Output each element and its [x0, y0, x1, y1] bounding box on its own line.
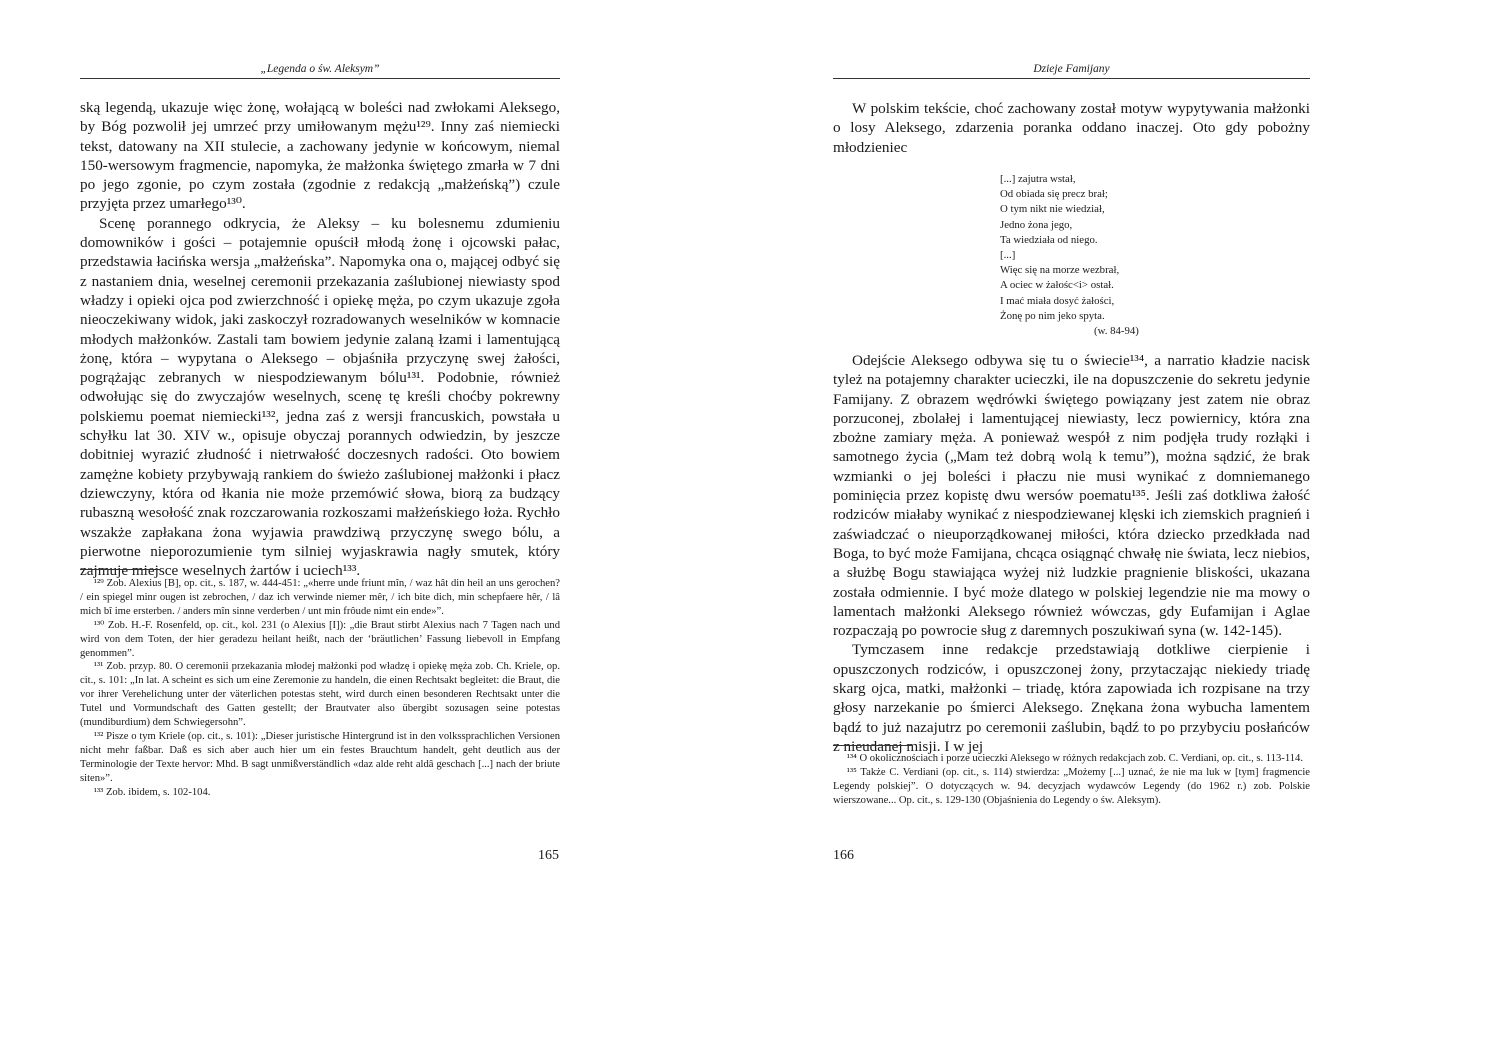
verse-line: [...]: [1000, 249, 1016, 262]
paragraph: Tymczasem inne redakcje przedstawiają dotkliwe cierpienie i opuszczonych rodziców, i opuszczonej żony, przytaczając niekiedy triadę skarg ojca, matki, małżonki – triadę, która zapowiada ich rozpisane na trzy głosy narzekanie po śmierci Aleksego. Znękana żona wybucha lamentem bądź to już nazajutrz po ceremonii zaślubin, bądź to po przybyciu posłańców z nieudanej misji. I w jej: [833, 641, 1310, 755]
verse-line: [...] zajutra wstał,: [1000, 173, 1076, 185]
footnote: ¹³⁰ Zob. H.-F. Rosenfeld, op. cit., kol. 231 (o Alexius [I]): „die Braut stirbt Alexius nach 7 Tagen nach und wird von dem Toten, der hier geradezu heilant heißt, nach der ‘bräutlichen’ Fassung liebevoll in Empfang genommen”.: [80, 619, 560, 659]
page-number: 165: [538, 848, 559, 863]
main-text: [833, 351, 1310, 756]
running-header: „Legenda o św. Aleksym”: [260, 63, 380, 75]
right-page: [750, 0, 1500, 1059]
footnote: ¹³⁵ Także C. Verdiani (op. cit., s. 114) stwierdza: „Możemy [...] uznać, że nie ma luk w [tym] fragmencie Legendy polskiej”. O dotyczących w. 94. decyzjach wydawców Legendy (do 1962 r.) zob. Polskie wierszowane... Op. cit., s. 129-130 (Objaśnienia do Legendy o św. Aleksym).: [833, 766, 1310, 806]
verse-reference: (w. 84-94): [1094, 325, 1139, 338]
footnote-rule: [80, 569, 160, 570]
footnotes: [80, 577, 560, 800]
verse-line: Od obiada się precz brał;: [1000, 188, 1108, 201]
footnote: ¹³⁴ O okolicznościach i porze ucieczki Aleksego w różnych redakcjach zob. C. Verdiani, op. cit., s. 113-114.: [846, 753, 1303, 764]
paragraph: Scenę porannego odkrycia, że Aleksy – ku bolesnemu zdumieniu domowników i gości – potajemnie opuścił młodą żonę i ojcowski pałac, przedstawia łacińska wersja „małżeńska”. Napomyka ona o, mającej odbyć się z nastaniem dnia, weselnej ceremonii przekazania zaślubionej niewiasty spod władzy i opieki ojca pod zwierzchność i opiekę męża, po czym ukazuje zgoła nieoczekiwany widok, jaki zaskoczył rozradowanych weselników w komnacie młodych małżonków. Zastali tam bowiem jedynie zalaną łzami i lamentującą żonę, która – wypytana o Aleksego – objaśniła przyczynę swej żałości, pogrążając zebranych w niespodziewanym bólu¹³¹. Podobnie, również odwołując się do zwyczajów weselnych, scenę tę kreśli choćby pokrewny polskiemu poemat niemiecki¹³², jedna zaś z wersji francuskich, powstała u schyłku lat 30. XIV w., opisuje obyczaj porannych odwiedzin, by jeszcze dobitniej wyrazić złudność i nietrwałość doczesnych radości. Oto bowiem zamężne kobiety przybywają rankiem do świeżo zaślubionej małżonki i płacz dziewczyny, która od łkania nie może przemówić słowa, biorą za budzący rubaszną wesołość znak rozczarowania rozkoszami małżeńskiego łoża. Rychło wszakże zapłakana żona wyjawia prawdziwą przyczynę swego bólu, a pierwotne nieporozumienie tym silniej wyjaskrawia nagły smutek, który zajmuje miejsce weselnych żartów i uciech¹³³.: [80, 214, 560, 580]
running-header: Dzieje Famijany: [1033, 63, 1110, 75]
intro-text: [833, 99, 1310, 157]
footnote-rule: [833, 745, 913, 746]
paragraph: W polskim tekście, choć zachowany został motyw wypytywania małżonki o losy Aleksego, zdarzenia poranka oddano inaczej. Oto gdy pobożny młodzieniec: [833, 100, 1310, 156]
footnote: ¹³² Pisze o tym Kriele (op. cit., s. 101): „Dieser juristische Hintergrund ist in den volkssprachlichen Versionen nicht mehr faßbar. Daß es sich aber auch hier um ein festes Brauchtum handelt, geht deutlich aus der Terminologie der Texte hervor: Mhd. B sagt unmißverständlich «daz alde reht aldâ geschach [...] nach der briute siten»”.: [80, 730, 560, 784]
footnote: ¹²⁹ Zob. Alexius [B], op. cit., s. 187, w. 444-451: „«herre unde friunt mîn, / waz hât din heil an uns gerochen? / ein spiegel minr ougen ist zebrochen, / daz ich verwinde niemer mêr, / ich bite dich, min schepfaere hêr, / lâ mich bî ime ersterben. / anders mîn sinne verderben / unt min frôude nimt ein ende»”.: [80, 578, 560, 617]
verse-line: Więc się na morze wezbrał,: [1000, 264, 1120, 277]
footnote: ¹³³ Zob. ibidem, s. 102-104.: [93, 786, 211, 798]
verse-line: A ociec w żałośc<i> ostał.: [1000, 279, 1114, 292]
paragraph: Odejście Aleksego odbywa się tu o świecie¹³⁴, a narratio kładzie nacisk tyleż na potajemny charakter ucieczki, ile na dopuszczenie do sekretu jedynie Famijany. Z obrazem wędrówki świętego powiązany jest zatem nie obraz porzuconej, zbolałej i lamentującej niewiasty, lecz powiernicy, która zna zbożne zamiary męża. A ponieważ wespół z nim podjęła trudy rozłąki i samotnego życia („Mam też dobrą wolą k temu”), można sądzić, że brak wzmianki o jej boleści i płaczu nie musi wynikać z domniemanego pominięcia przez kopistę dwu wersów poematu¹³⁵. Jeśli zaś dotkliwa żałość rodziców miałaby wynikać z niespodziewanej klęski ich ziemskich pragnień i zaświadczać o nieuporządkowanej miłości, która dziecko przedkłada nad Boga, to być może Famijana, chcąca osiągnąć chwałę nie świata, lecz niebios, a służbę Bogu stawiająca wyżej niż ludzkie pragnienie bliskości, ukazana została odmiennie. I być może dlatego w polskiej legendzie nie ma mowy o lamentach małżonki Aleksego również wówczas, gdy Eufamijan i Aglae rozpaczają po powrocie sług z daremnych poszukiwań syna (w. 142-145).: [833, 352, 1310, 640]
page-number: 166: [833, 848, 854, 863]
main-text: [80, 98, 560, 580]
footnote: ¹³¹ Zob. przyp. 80. O ceremonii przekazania młodej małżonki pod władzę i opiekę męża zob. Ch. Kriele, op. cit., s. 101: „In lat. A scheint es sich um eine Zeremonie zu handeln, die einen Rechtsakt begleitet: die Braut, die vor ihrer Verehelichung unter der väterlichen potestas steht, wird durch einen besonderen Rechtsakt unter die Tutel und Vormundschaft des Gatten gestellt; der Brautvater also übergibt sozusagen seine potestas (mundiburdium) dem Schwiegersohn”.: [80, 661, 560, 729]
verse-quotation: [1000, 172, 1139, 339]
header-rule: [833, 78, 1310, 79]
verse-line: Żonę po nim jeko spyta.: [1000, 309, 1105, 322]
verse-line: Jedno żona jego,: [1000, 218, 1073, 231]
paragraph: ską legendą, ukazuje więc żonę, wołającą w boleści nad zwłokami Aleksego, by Bóg pozwolił jej umrzeć przy umiłowanym mężu¹²⁹. Inny zaś niemiecki tekst, datowany na XII stulecie, a zachowany jedynie w końcowym, niemal 150-wersowym fragmencie, napomyka, że małżonka świętego zmarła w 7 dni po jego zgonie, po czym została (zgodnie z redakcją „małżeńską”) czule przyjęta przez umarłego¹³⁰.: [80, 99, 560, 213]
footnotes: [833, 752, 1310, 808]
verse-line: O tym nikt nie wiedział,: [1000, 203, 1105, 216]
verse-line: Ta wiedziała od niego.: [1000, 233, 1098, 246]
verse-line: I mać miała dosyć żałości,: [1000, 294, 1115, 307]
header-rule: [80, 78, 560, 79]
